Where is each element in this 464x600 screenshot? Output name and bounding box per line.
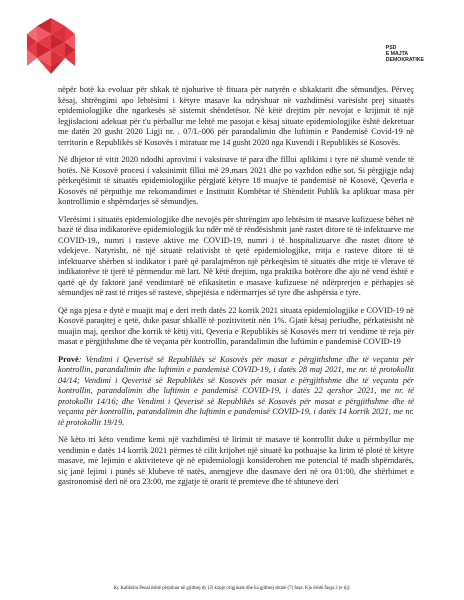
wordmark-line: PSD <box>385 45 397 51</box>
body-paragraph: Në këto tri këto vendime kemi një vazhdimësi të lirimit të masave të kontrollit duke u përmbyllur me vendimin e datës 14 korrik 2021 përmes të cilit krijohet një situatë ku pothuajse ka lirim të plotë të këtyre masave, me lejimin e aktiviteteve që në epidemiologji konsiderohen me potencial të madh shpërndarës, siç janë lejimi i punës së klubeve të natës, anengjeve dhe dasmave deri në ora 01:00, dhe shërbimet e gastronomisë deri në ora 23:00, me zgjatje të orarit të premteve dhe të shtuneve deri <box>58 435 414 486</box>
body-paragraph: Që nga pjesa e dytë e muajit maj e deri rreth datës 22 korrik 2021 situata epidemiologjike e COVID-19 në Kosovë paraqitej e qetë, duke pasur shkallë të pozitivitetit nën 1%. Gjatë kësaj periudhe, përkatësisht në muajin maj, qershor dhe korrik të këtij viti, Qeveria e Republikës së Kosovës merr tri vendime të reja për masat e përgjithshme dhe të veçanta për kontrollin, parandalimin dhe luftimin e pandemisë COVID-19 <box>58 305 414 346</box>
body-paragraph: Vlerësimi i situatës epidemiologjike dhe nevojës për shtrëngim apo lehtësim të masave kufizuese bëhet në bazë të disa indikatorëve epidemiologjik ku ndër më të rëndësishmit janë rastet ditore të të infektuarve me COVID-19., numri i rasteve aktive me COVID-19, numri i të hospitalizuarve dhe rastet ditore të vdekjeve. Natyrisht, në një situatë relativisht të qetë epidemiologjike, rritja e rasteve ditore të të infektuarve shërben si indikator i parë që paralajmëron një përkeqësim të situatës dhe rritje të vlerave të indikatorëve të tjerë të përmendur më lart. Në këtë drejtim, nga praktika botërore dhe ajo në vend është e qartë që dy faktorë janë vendimtarë në efikasitetin e masave kufizuese në ndërprerjen e përhapjes së sëmundjes në rast të rritjes së rasteve, shpejtësia e ndërmarrjes së tyre dhe ashpërsia e tyre. <box>58 214 414 297</box>
evidence-paragraph <box>58 355 414 429</box>
party-wordmark <box>386 45 424 63</box>
body-paragraph: nëpër botë ka evoluar për shkak të njohurive të fituara për natyrën e shkaktarit dhe sëmundjes. Përveç kësaj, shtrëngimi apo lehtësimi i këtyre masave ka ndryshuar në vazhdimësi varësisht prej situatës epidemiologjike dhe ngarkesës së sistemit shëndetësor. Në këtë drejtim për nevojat e krijimit të një legjislacioni adekuat për t'u përballur me lehtë me pasojat e kësaj situate epidemiologjike është dekretuar me datën 20 gusht 2020 Ligji nr. . 07/L-006 për parandalimin dhe luftimin e Pandemisë Covid-19 në territorin e Republikës së Kosovës i miratuar me 14 gusht 2020 nga Kuvendi i Republikës së Kosovës. <box>58 85 414 147</box>
body-paragraph: Në dhjetor të vitit 2020 ndodhi aprovimi i vaksinave të para dhe filloi aplikimi i tyre në shumë vende të botës. Në Kosovë procesi i vaksinimit filloi më 29.mars 2021 dhe po vazhdon edhe sot. Si përgjigje ndaj përkeqësimit të situatës epidemiologjike përgjatë këtyre 18 muajve të pandemisë në Kosovë, Qeveria e Kosovës në përputhje me rekomandimet e Institutit Kombëtar të Shëndetit Publik ka aplikuar masa për kontrollimin e shpërndarjes së sëmundjes. <box>58 155 414 206</box>
party-logo <box>25 16 77 76</box>
evidence-text: : Vendimi i Qeverisë së Republikës së Kosovës për masat e përgjithshme dhe të veçanta për kontrollin, parandalimin dhe luftimin e pandemisë COVID-19, i datës 28 maj 2021, me nr. të protokollit 04/14; Vendimi i Qeverisë së Republikës së Kosovës për masat e përgjithshme dhe të veçanta për kontrollin, parandalimin dhe luftimin e pandemisë COVID-19, i datës 22 qershor 2021, me nr. të protokollit 14/16; dhe Vendimi i Qeverisë së Republikës së Kosovës për masat e përgjithshme dhe të veçanta për kontrollin, parandalimin dhe luftimin e pandemisë COVID-19, i datës 14 korrik 2021, me nr. të protokollit 19/19. <box>58 354 414 427</box>
evidence-label: Provë <box>58 354 79 364</box>
page-footer: Ky Kallëzim Penal është përpiluar në gjithsej dy (2) kopje origjinale dhe ka gjithsej shtatë (7) faqe. Kjo është faqja 2 (e tij). <box>113 586 351 591</box>
document-body <box>58 85 414 495</box>
wordmark-line: E MAJTA <box>385 51 409 57</box>
wordmark-line: DEMOKRATIKE <box>385 57 424 63</box>
